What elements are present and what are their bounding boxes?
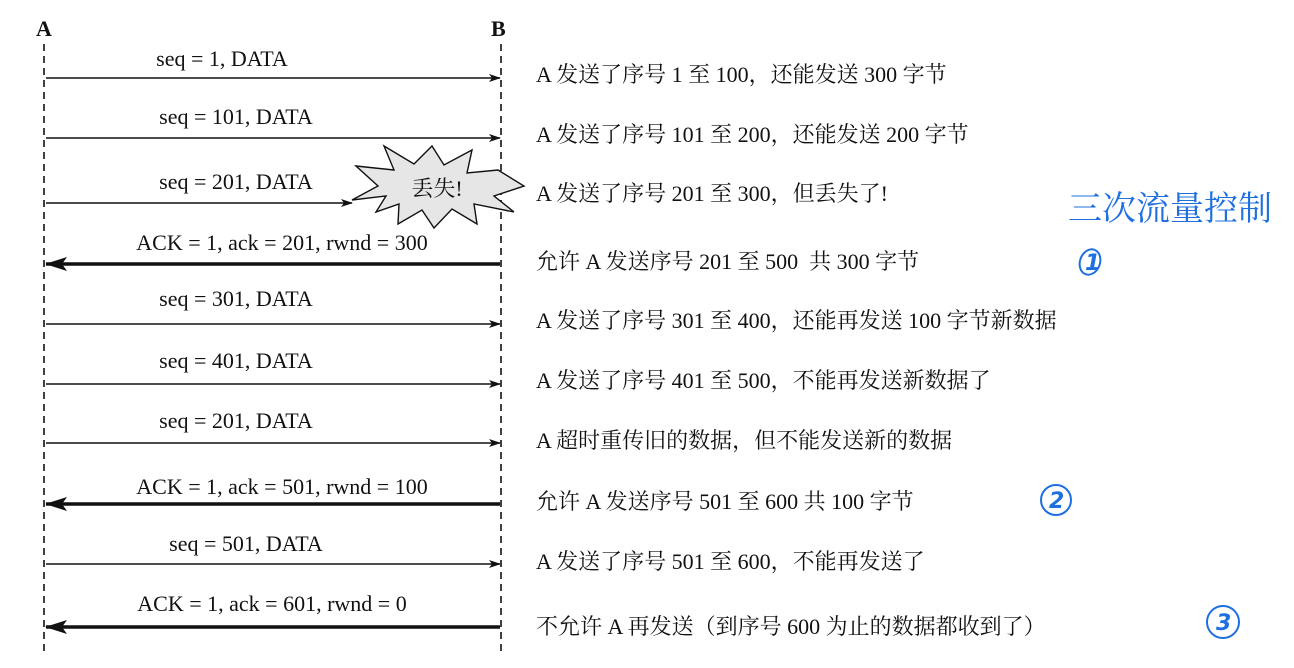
message-description: A 发送了序号 201 至 300，但丢失了! (536, 181, 889, 206)
message-row (46, 474, 914, 514)
message-description: 允许 A 发送序号 201 至 500 共 300 字节 (536, 249, 920, 274)
message-group (46, 46, 1057, 639)
annotation-flow-control: 三次流量控制 (1068, 189, 1272, 229)
message-label: seq = 401, DATA (159, 348, 313, 373)
message-label: ACK = 1, ack = 501, rwnd = 100 (136, 474, 428, 499)
message-description: A 发送了序号 501 至 600，不能再发送了 (536, 549, 925, 574)
circled-mark-2 (1041, 485, 1071, 515)
circled-mark-1-text: 1 (1085, 251, 1101, 276)
message-description: 不允许 A 再发送（到序号 600 为止的数据都收到了） (536, 614, 1046, 639)
message-description: A 发送了序号 301 至 400，还能再发送 100 字节新数据 (536, 308, 1057, 333)
message-label: ACK = 1, ack = 201, rwnd = 300 (136, 230, 428, 255)
circled-mark-3-text: 3 (1216, 611, 1232, 636)
message-label: seq = 1, DATA (156, 46, 288, 71)
message-row (46, 46, 947, 88)
message-label: seq = 101, DATA (159, 104, 313, 129)
message-description: A 超时重传旧的数据，但不能发送新的数据 (536, 428, 953, 453)
message-label: seq = 201, DATA (159, 169, 313, 194)
message-label: seq = 501, DATA (169, 531, 323, 556)
circled-mark-1 (1076, 246, 1104, 277)
message-row (46, 531, 925, 575)
message-row (46, 104, 969, 148)
message-description: A 发送了序号 1 至 100，还能发送 300 字节 (536, 62, 947, 87)
message-label: ACK = 1, ack = 601, rwnd = 0 (137, 591, 407, 616)
lost-burst (352, 146, 524, 228)
participant-a-label: A (36, 16, 52, 41)
message-row (46, 286, 1057, 334)
message-row (46, 408, 952, 454)
message-row (46, 591, 1046, 639)
message-description: 允许 A 发送序号 501 至 600 共 100 字节 (536, 489, 914, 514)
participant-b-label: B (491, 16, 506, 41)
message-description: A 发送了序号 101 至 200，还能发送 200 字节 (536, 122, 969, 147)
lost-label: 丢失! (411, 176, 463, 201)
message-description: A 发送了序号 401 至 500，不能再发送新数据了 (536, 368, 991, 393)
circled-mark-2-text: 2 (1049, 489, 1065, 514)
circled-mark-3 (1207, 606, 1239, 638)
message-label: seq = 201, DATA (159, 408, 313, 433)
message-label: seq = 301, DATA (159, 286, 313, 311)
message-row (46, 348, 991, 394)
message-row (46, 230, 919, 274)
